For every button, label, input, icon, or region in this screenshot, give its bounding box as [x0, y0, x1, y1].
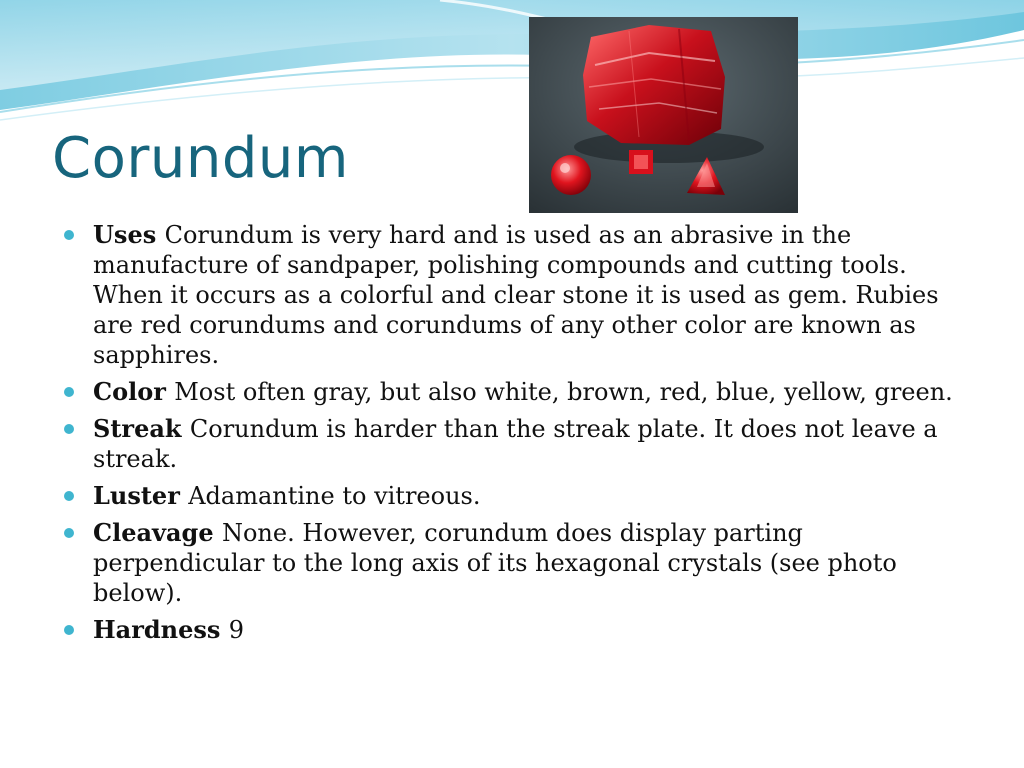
bullet-dot-icon: [64, 230, 74, 240]
corundum-crystal-photo: [529, 17, 798, 213]
bullet-dot-icon: [64, 424, 74, 434]
slide-title: Corundum: [52, 126, 349, 191]
bullet-luster: [62, 481, 962, 511]
bullet-list: [62, 220, 962, 652]
bullet-label: Streak: [93, 414, 190, 443]
bullet-dot-icon: [64, 387, 74, 397]
bullet-text: Most often gray, but also white, brown, red, blue, yellow, green.: [174, 378, 953, 406]
bullet-label: Color: [93, 377, 175, 406]
bullet-text: Corundum is harder than the streak plate. It does not leave a streak.: [93, 415, 938, 473]
bullet-hardness: [62, 615, 962, 645]
bullet-dot-icon: [64, 528, 74, 538]
bullet-dot-icon: [64, 491, 74, 501]
bullet-streak: [62, 414, 962, 474]
bullet-dot-icon: [64, 625, 74, 635]
bullet-cleavage: [62, 518, 962, 608]
bullet-text: 9: [228, 616, 245, 644]
bullet-label: Hardness: [93, 615, 229, 644]
bullet-text: None. However, corundum does display parting perpendicular to the long axis of its hexagonal crystals (see photo below).: [93, 519, 897, 607]
bullet-label: Cleavage: [93, 518, 222, 547]
bullet-uses: [62, 220, 962, 370]
wave-header-decoration: [0, 0, 1024, 140]
bullet-label: Uses: [93, 220, 165, 249]
bullet-label: Luster: [93, 481, 189, 510]
bullet-text: Corundum is very hard and is used as an abrasive in the manufacture of sandpaper, polishing compounds and cutting tools. When it occurs as a colorful and clear stone it is used as gem. Rubies are red corundums and corundums of any other color are known as sapphires.: [93, 221, 939, 369]
bullet-color: [62, 377, 962, 407]
bullet-text: Adamantine to vitreous.: [188, 482, 481, 510]
